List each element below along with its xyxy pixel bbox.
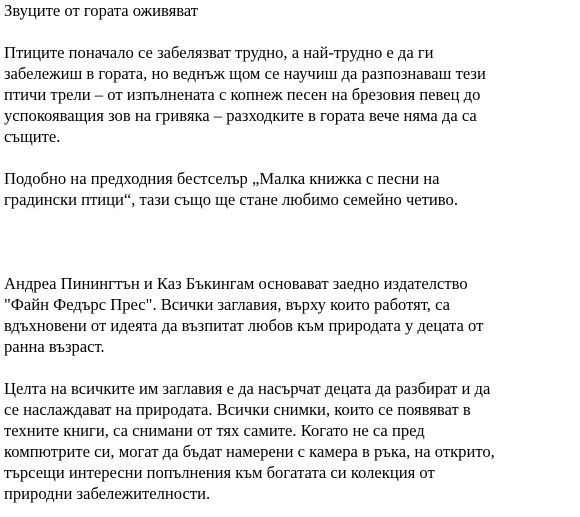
text-line: се наслаждават на природата. Всички снимки, които се появяват в (4, 400, 471, 419)
text-line: забележиш в гората, но веднъж щом се научиш да разпознаваш тези (4, 64, 486, 83)
paragraph-authors (4, 273, 576, 357)
document-body (4, 0, 576, 504)
paragraph-bestseller (4, 168, 576, 210)
text-line: техните книги, са снимани от тях самите. Когато не са пред (4, 421, 425, 440)
text-line: Птиците поначало се забелязват трудно, а най-трудно е да ги (4, 43, 434, 62)
text-line: ранна възраст. (4, 337, 105, 356)
text-line: търсещи интересни попълнения към богатата си колекция от (4, 463, 435, 482)
title-text: Звуците от гората оживяват (4, 1, 199, 20)
text-line: успокояващия зов на гривяка – разходките в гората вече няма да са (4, 106, 477, 125)
text-line: същите. (4, 127, 61, 146)
text-line: Целта на всичките им заглавия е да насърчат децата да разбират и да (4, 379, 491, 398)
paragraph-goal (4, 378, 576, 504)
text-line: птичи трели – от изпълнената с копнеж песен на брезовия певец до (4, 85, 481, 104)
text-line: вдъхновени от идеята да възпитат любов към природата у децата от (4, 316, 484, 335)
text-line: Андреа Пинингтън и Каз Бъкингам основават заедно издателство (4, 274, 468, 293)
text-line: компютрите си, могат да бъдат намерени с камера в ръка, на открито, (4, 442, 495, 461)
paragraph-intro (4, 42, 576, 147)
text-line: "Файн Федърс Прес". Всички заглавия, върху които работят, са (4, 295, 451, 314)
text-line: градински птици“, тази също ще стане любимо семейно четиво. (4, 190, 458, 209)
blank-space (4, 231, 576, 273)
text-line: Подобно на предходния бестселър „Малка книжка с песни на (4, 169, 440, 188)
document-title (4, 0, 576, 21)
text-line: природни забележителности. (4, 484, 211, 503)
